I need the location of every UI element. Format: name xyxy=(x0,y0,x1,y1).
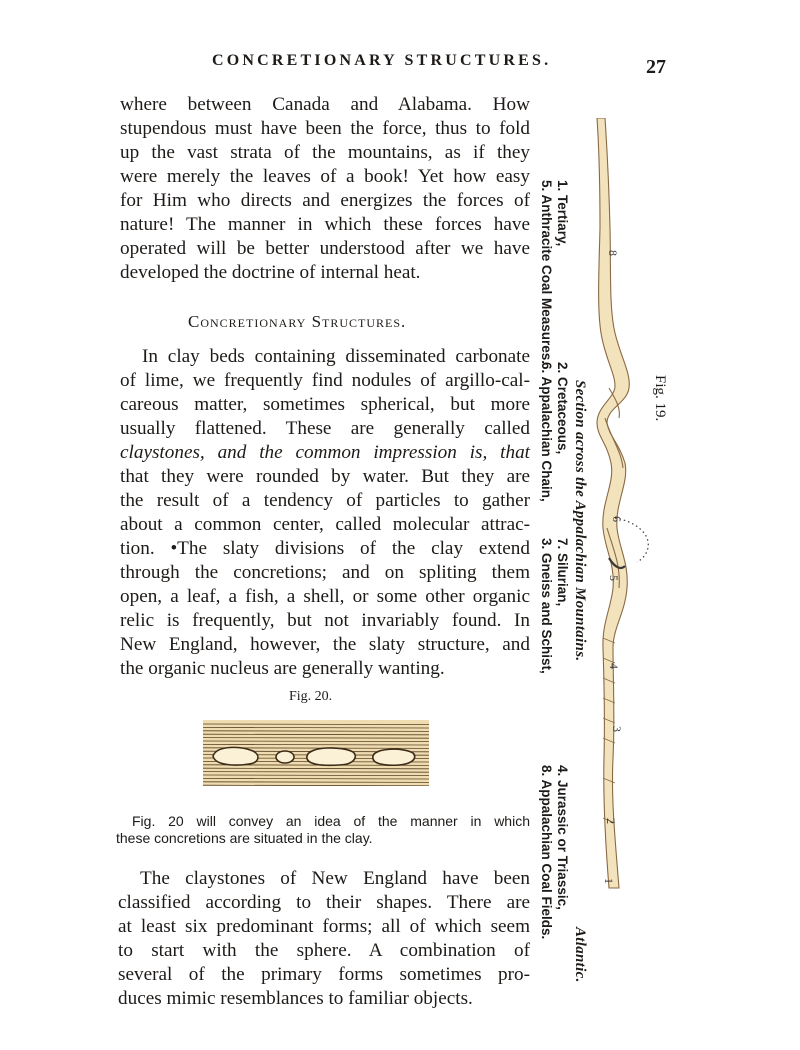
text-line: claystones, and the common impression is, that xyxy=(120,442,530,463)
page-number: 27 xyxy=(646,56,666,78)
legend-entry: 6. Appalachian Chain, xyxy=(539,362,554,502)
text-line: open, a leaf, a fish, a shell, or some other organic xyxy=(120,586,530,607)
section-heading: Concretionary Structures. xyxy=(188,312,407,331)
text-line: about a common center, called molecular attrac- xyxy=(120,514,530,535)
paragraph-3 xyxy=(118,867,530,1011)
legend-entry: 3. Gneiss and Schist, xyxy=(539,538,554,674)
section-number: 2 xyxy=(604,818,618,824)
text-line: duces mimic resemblances to familiar objects. xyxy=(118,988,473,1009)
legend-entry: 8. Appalachian Coal Fields. xyxy=(539,765,554,940)
fig19-atlantic-label: Atlantic. xyxy=(572,927,588,983)
text-line: for Him who directs and energizes the forces of xyxy=(120,190,530,211)
section-number: 1 xyxy=(602,878,616,884)
text-line: In clay beds containing disseminated carbonate xyxy=(142,346,530,367)
text-line: of lime, we frequently find nodules of argillo-cal- xyxy=(120,370,530,391)
fig19-legend-top xyxy=(538,180,570,364)
legend-entry: 4. Jurassic or Triassic, xyxy=(555,765,570,910)
text-line: several of the primary forms sometimes pro- xyxy=(118,964,530,985)
section-number: 8 xyxy=(606,250,620,256)
text-line: usually flattened. These are generally called xyxy=(120,418,530,439)
legend-entry: 1. Tertiary, xyxy=(555,180,570,247)
concretion-nodule xyxy=(307,748,355,765)
text-line: relic is frequently, but not invariably found. In xyxy=(120,610,530,631)
caption-line: Fig. 20 will convey an idea of the manner in which xyxy=(132,813,530,829)
section-number: 3 xyxy=(610,726,624,732)
concretion-nodule xyxy=(373,749,415,765)
text-line: the organic nucleus are generally wanting. xyxy=(120,658,445,679)
fig20-label: Fig. 20. xyxy=(289,689,333,704)
text-line: stupendous must have been the force, thus to fold xyxy=(120,118,530,139)
text-line: tion. •The slaty divisions of the clay extend xyxy=(120,538,530,559)
paragraph-2 xyxy=(120,345,530,681)
legend-entry: 7. Silurian, xyxy=(555,538,570,607)
section-number: 4 xyxy=(607,663,621,669)
fig19-label: Fig. 19. xyxy=(652,375,668,422)
legend-entry: 2. Cretaceous, xyxy=(555,362,570,455)
text-line: to start with the sphere. A combination of xyxy=(118,940,530,961)
text-line: nature! The manner in which these forces have xyxy=(120,214,530,235)
paragraph-1 xyxy=(120,93,530,285)
fig19-legend-middle xyxy=(538,362,570,502)
fig20-caption xyxy=(116,813,530,847)
text-line: classified according to their shapes. There are xyxy=(118,892,530,913)
text-line: that they were rounded by water. But they are xyxy=(120,466,530,487)
text-line: New England, however, the slaty structure, and xyxy=(120,634,530,655)
text-line: developed the doctrine of internal heat. xyxy=(120,262,421,283)
text-line: were merely the leaves of a book! Yet how easy xyxy=(120,166,530,187)
section-number: 5 xyxy=(607,575,621,581)
section-number: 6 xyxy=(610,516,624,522)
text-line: where between Canada and Alabama. How xyxy=(120,94,530,115)
running-head: CONCRETIONARY STRUCTURES. xyxy=(212,52,552,69)
text-line: operated will be better understood after we have xyxy=(120,238,530,259)
concretion-nodule xyxy=(213,747,258,765)
fig19-section-title: Section across the Appalachian Mountains. xyxy=(572,380,588,662)
text-line: through the concretions; and on spliting them xyxy=(120,562,530,583)
fig20-concretions-illustration xyxy=(203,720,429,786)
concretion-nodule xyxy=(276,751,294,763)
fig19-appalachian-section-drawing xyxy=(585,118,665,908)
text-line: at least six predominant forms; all of which seem xyxy=(118,916,530,937)
fig19-legend-lower xyxy=(538,538,570,674)
caption-line: these concretions are situated in the clay. xyxy=(116,830,373,846)
text-line: careous matter, sometimes spherical, but more xyxy=(120,394,530,415)
legend-entry: 5. Anthracite Coal Measures. xyxy=(539,180,554,365)
text-line: the result of a tendency of particles to gather xyxy=(120,490,530,511)
text-line: up the vast strata of the mountains, as if they xyxy=(120,142,530,163)
fig19-legend-bottom xyxy=(538,765,570,939)
text-line: The claystones of New England have been xyxy=(140,868,530,889)
